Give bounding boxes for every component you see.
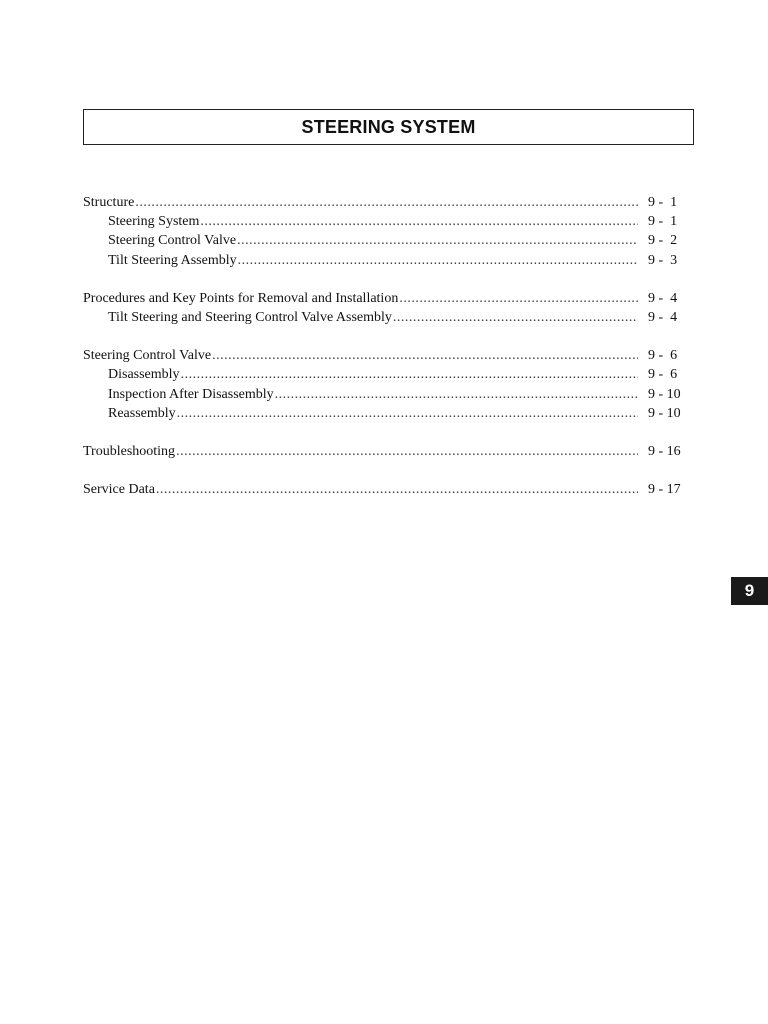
chapter-title-box [83, 109, 694, 145]
toc-entry[interactable] [83, 480, 690, 499]
toc-subentry-page: 9 - 4 [648, 309, 678, 325]
toc-subentry-page: 9 - 6 [648, 367, 678, 383]
chapter-title: STEERING SYSTEM [301, 116, 476, 137]
leader-dots [399, 289, 638, 308]
leader-dots [238, 251, 638, 270]
toc-entry-label: Procedures and Key Points for Removal and Installation [83, 290, 399, 306]
toc-entry[interactable] [83, 346, 690, 365]
toc-subentry[interactable] [83, 404, 690, 423]
leader-dots [212, 346, 638, 365]
toc-section-procedures [83, 289, 690, 327]
toc-subentry-label: Inspection After Disassembly [108, 386, 274, 402]
chapter-tab[interactable] [731, 577, 768, 605]
toc-subentry-page: 9 - 3 [648, 252, 678, 268]
toc-subentry-label: Tilt Steering and Steering Control Valve Assembly [108, 309, 392, 325]
toc-entry[interactable] [83, 193, 690, 212]
chapter-tab-number: 9 [744, 581, 755, 600]
toc-section-service-data [83, 480, 690, 499]
toc-section-troubleshooting [83, 442, 690, 461]
leader-dots [393, 308, 638, 327]
toc-section-steering-control-valve [83, 346, 690, 423]
toc-subentry[interactable] [83, 231, 690, 250]
toc-subentry[interactable] [83, 308, 690, 327]
toc-entry[interactable] [83, 442, 690, 461]
toc-subentry[interactable] [83, 251, 690, 270]
toc-section-structure [83, 193, 690, 270]
toc-entry-label: Troubleshooting [83, 443, 176, 459]
toc-entry-page: 9 - 6 [648, 348, 678, 364]
toc-subentry-label: Disassembly [108, 367, 180, 383]
toc-subentry-label: Steering Control Valve [108, 233, 237, 249]
leader-dots [156, 480, 638, 499]
toc-entry-label: Service Data [83, 482, 155, 498]
leader-dots [237, 231, 638, 250]
toc-entry-page: 9 - 16 [648, 443, 681, 459]
toc-subentry[interactable] [83, 365, 690, 384]
toc-subentry-page: 9 - 2 [648, 233, 678, 249]
table-of-contents [83, 193, 690, 518]
toc-entry-page: 9 - 1 [648, 195, 678, 210]
toc-subentry[interactable] [83, 212, 690, 231]
toc-subentry-page: 9 - 1 [648, 214, 678, 230]
toc-subentry-label: Steering System [108, 214, 200, 230]
toc-entry-label: Structure [83, 195, 135, 210]
leader-dots [176, 442, 638, 461]
leader-dots [200, 212, 638, 231]
toc-subentry-page: 9 - 10 [648, 405, 681, 421]
toc-entry-page: 9 - 4 [648, 290, 678, 306]
toc-subentry-page: 9 - 10 [648, 386, 681, 402]
leader-dots [181, 365, 638, 384]
leader-dots [135, 193, 638, 212]
toc-subentry[interactable] [83, 385, 690, 404]
toc-subentry-label: Tilt Steering Assembly [108, 252, 237, 268]
leader-dots [177, 404, 638, 423]
leader-dots [275, 385, 638, 404]
toc-entry-page: 9 - 17 [648, 482, 681, 498]
toc-entry-label: Steering Control Valve [83, 348, 212, 364]
toc-entry[interactable] [83, 289, 690, 308]
toc-subentry-label: Reassembly [108, 405, 176, 421]
